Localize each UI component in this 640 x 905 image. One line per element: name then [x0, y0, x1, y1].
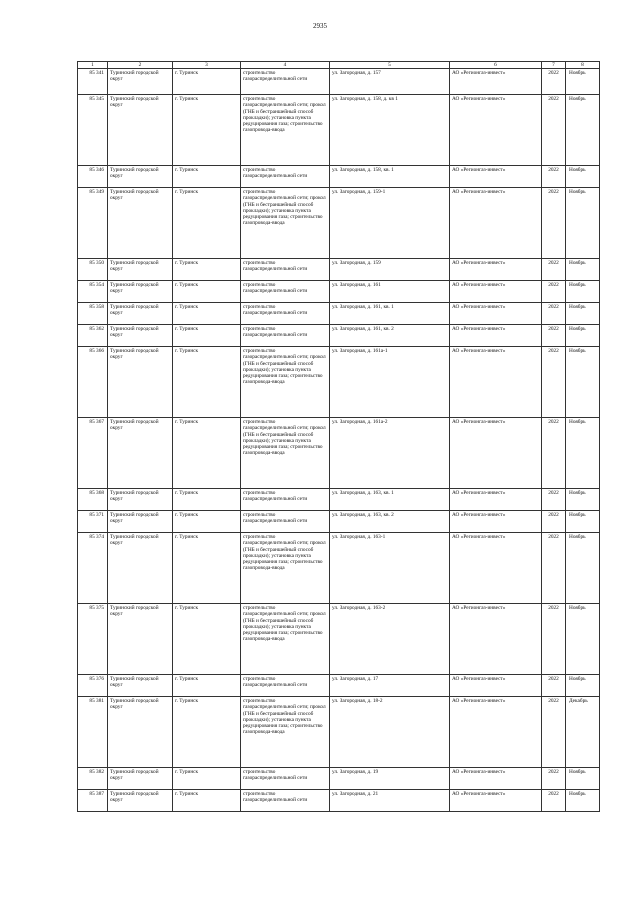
address-cell: ул. Загородная, д. 163, кв. 2: [330, 511, 450, 533]
month-cell: Ноябрь: [566, 418, 600, 489]
address-cell: ул. Загородная, д. 163-1: [330, 533, 450, 604]
row-id: 85 368: [78, 489, 108, 511]
year-cell: 2022: [542, 790, 566, 812]
city-cell: г. Туринск: [173, 533, 241, 604]
year-cell: 2022: [542, 511, 566, 533]
address-cell: ул. Загородная, д. 161а-1: [330, 347, 450, 418]
district-cell: Туринский городской округ: [108, 489, 173, 511]
district-cell: Туринский городской округ: [108, 790, 173, 812]
organization-cell: АО «Регионгаз-инвест»: [450, 95, 542, 166]
address-cell: ул. Загородная, д. 158, кв. 1: [330, 166, 450, 188]
month-cell: Ноябрь: [566, 95, 600, 166]
year-cell: 2022: [542, 533, 566, 604]
address-cell: ул. Загородная, д. 163, кв. 1: [330, 489, 450, 511]
city-cell: г. Туринск: [173, 697, 241, 768]
organization-cell: АО «Регионгаз-инвест»: [450, 325, 542, 347]
column-header: 4: [241, 62, 330, 69]
city-cell: г. Туринск: [173, 604, 241, 675]
organization-cell: АО «Регионгаз-инвест»: [450, 675, 542, 697]
organization-cell: АО «Регионгаз-инвест»: [450, 697, 542, 768]
work-type-cell: строительство газораспределительной сети; прокол (ГНБ и бестраншейный способ прокладки); установка пункта редуцирования газа; строительство газопровода-ввода: [241, 347, 330, 418]
organization-cell: АО «Регионгаз-инвест»: [450, 489, 542, 511]
city-cell: г. Туринск: [173, 303, 241, 325]
table-row: [78, 69, 600, 95]
address-cell: ул. Загородная, д. 161а-2: [330, 418, 450, 489]
month-cell: Ноябрь: [566, 533, 600, 604]
year-cell: 2022: [542, 604, 566, 675]
city-cell: г. Туринск: [173, 188, 241, 259]
address-cell: ул. Загородная, д. 163-2: [330, 604, 450, 675]
address-cell: ул. Загородная, д. 157: [330, 69, 450, 95]
table-row: [78, 768, 600, 790]
organization-cell: АО «Регионгаз-инвест»: [450, 790, 542, 812]
month-cell: Ноябрь: [566, 69, 600, 95]
district-cell: Туринский городской округ: [108, 697, 173, 768]
month-cell: Ноябрь: [566, 347, 600, 418]
row-id: 85 381: [78, 697, 108, 768]
year-cell: 2022: [542, 166, 566, 188]
year-cell: 2022: [542, 188, 566, 259]
row-id: 85 346: [78, 166, 108, 188]
year-cell: 2022: [542, 281, 566, 303]
month-cell: Ноябрь: [566, 188, 600, 259]
city-cell: г. Туринск: [173, 768, 241, 790]
district-cell: Туринский городской округ: [108, 259, 173, 281]
year-cell: 2022: [542, 768, 566, 790]
year-cell: 2022: [542, 697, 566, 768]
work-type-cell: строительство газораспределительной сети: [241, 325, 330, 347]
city-cell: г. Туринск: [173, 790, 241, 812]
table-row: [78, 489, 600, 511]
year-cell: 2022: [542, 418, 566, 489]
city-cell: г. Туринск: [173, 95, 241, 166]
organization-cell: АО «Регионгаз-инвест»: [450, 418, 542, 489]
organization-cell: АО «Регионгаз-инвест»: [450, 259, 542, 281]
address-cell: ул. Загородная, д. 17: [330, 675, 450, 697]
row-id: 85 345: [78, 95, 108, 166]
row-id: 85 382: [78, 768, 108, 790]
district-cell: Туринский городской округ: [108, 675, 173, 697]
work-type-cell: строительство газораспределительной сети: [241, 489, 330, 511]
organization-cell: АО «Регионгаз-инвест»: [450, 511, 542, 533]
table-row: [78, 281, 600, 303]
district-cell: Туринский городской округ: [108, 604, 173, 675]
page-number: 2935: [313, 22, 327, 30]
gasification-table: [77, 61, 600, 812]
work-type-cell: строительство газораспределительной сети: [241, 675, 330, 697]
district-cell: Туринский городской округ: [108, 166, 173, 188]
work-type-cell: строительство газораспределительной сети: [241, 303, 330, 325]
district-cell: Туринский городской округ: [108, 95, 173, 166]
work-type-cell: строительство газораспределительной сети: [241, 69, 330, 95]
year-cell: 2022: [542, 489, 566, 511]
column-header: 2: [108, 62, 173, 69]
month-cell: Ноябрь: [566, 511, 600, 533]
work-type-cell: строительство газораспределительной сети: [241, 281, 330, 303]
year-cell: 2022: [542, 95, 566, 166]
year-cell: 2022: [542, 675, 566, 697]
row-id: 85 375: [78, 604, 108, 675]
organization-cell: АО «Регионгаз-инвест»: [450, 166, 542, 188]
column-header: 7: [542, 62, 566, 69]
table-row: [78, 697, 600, 768]
city-cell: г. Туринск: [173, 325, 241, 347]
table-row: [78, 511, 600, 533]
table-row: [78, 790, 600, 812]
column-header: 1: [78, 62, 108, 69]
table-row: [78, 303, 600, 325]
month-cell: Ноябрь: [566, 768, 600, 790]
organization-cell: АО «Регионгаз-инвест»: [450, 281, 542, 303]
address-cell: ул. Загородная, д. 161, кв. 2: [330, 325, 450, 347]
header-row: [78, 62, 600, 69]
month-cell: Ноябрь: [566, 281, 600, 303]
table-row: [78, 604, 600, 675]
organization-cell: АО «Регионгаз-инвест»: [450, 768, 542, 790]
month-cell: Ноябрь: [566, 675, 600, 697]
work-type-cell: строительство газораспределительной сети; прокол (ГНБ и бестраншейный способ прокладки); установка пункта редуцирования газа; строительство газопровода-ввода: [241, 533, 330, 604]
city-cell: г. Туринск: [173, 418, 241, 489]
district-cell: Туринский городской округ: [108, 533, 173, 604]
work-type-cell: строительство газораспределительной сети: [241, 511, 330, 533]
address-cell: ул. Загородная, д. 21: [330, 790, 450, 812]
organization-cell: АО «Регионгаз-инвест»: [450, 347, 542, 418]
month-cell: Ноябрь: [566, 259, 600, 281]
work-type-cell: строительство газораспределительной сети: [241, 259, 330, 281]
table-row: [78, 259, 600, 281]
row-id: 85 387: [78, 790, 108, 812]
organization-cell: АО «Регионгаз-инвест»: [450, 604, 542, 675]
month-cell: Ноябрь: [566, 489, 600, 511]
table-row: [78, 166, 600, 188]
work-type-cell: строительство газораспределительной сети: [241, 768, 330, 790]
column-header: 5: [330, 62, 450, 69]
district-cell: Туринский городской округ: [108, 511, 173, 533]
city-cell: г. Туринск: [173, 347, 241, 418]
month-cell: Декабрь: [566, 697, 600, 768]
district-cell: Туринский городской округ: [108, 347, 173, 418]
table-row: [78, 418, 600, 489]
work-type-cell: строительство газораспределительной сети: [241, 790, 330, 812]
row-id: 85 341: [78, 69, 108, 95]
district-cell: Туринский городской округ: [108, 768, 173, 790]
year-cell: 2022: [542, 303, 566, 325]
address-cell: ул. Загородная, д. 159: [330, 259, 450, 281]
month-cell: Ноябрь: [566, 303, 600, 325]
row-id: 85 366: [78, 347, 108, 418]
address-cell: ул. Загородная, д. 159-1: [330, 188, 450, 259]
city-cell: г. Туринск: [173, 259, 241, 281]
city-cell: г. Туринск: [173, 675, 241, 697]
work-type-cell: строительство газораспределительной сети; прокол (ГНБ и бестраншейный способ прокладки); установка пункта редуцирования газа; строительство газопровода-ввода: [241, 418, 330, 489]
row-id: 85 358: [78, 303, 108, 325]
year-cell: 2022: [542, 325, 566, 347]
row-id: 85 349: [78, 188, 108, 259]
table-row: [78, 325, 600, 347]
organization-cell: АО «Регионгаз-инвест»: [450, 188, 542, 259]
address-cell: ул. Загородная, д. 18-2: [330, 697, 450, 768]
row-id: 85 362: [78, 325, 108, 347]
month-cell: Ноябрь: [566, 604, 600, 675]
organization-cell: АО «Регионгаз-инвест»: [450, 533, 542, 604]
year-cell: 2022: [542, 69, 566, 95]
work-type-cell: строительство газораспределительной сети; прокол (ГНБ и бестраншейный способ прокладки); установка пункта редуцирования газа; строительство газопровода-ввода: [241, 188, 330, 259]
row-id: 85 367: [78, 418, 108, 489]
address-cell: ул. Загородная, д. 158, д. кв 1: [330, 95, 450, 166]
table-row: [78, 533, 600, 604]
city-cell: г. Туринск: [173, 69, 241, 95]
district-cell: Туринский городской округ: [108, 281, 173, 303]
work-type-cell: строительство газораспределительной сети; прокол (ГНБ и бестраншейный способ прокладки); установка пункта редуцирования газа; строительство газопровода-ввода: [241, 95, 330, 166]
district-cell: Туринский городской округ: [108, 325, 173, 347]
row-id: 85 371: [78, 511, 108, 533]
district-cell: Туринский городской округ: [108, 418, 173, 489]
table-row: [78, 95, 600, 166]
column-header: 8: [566, 62, 600, 69]
year-cell: 2022: [542, 347, 566, 418]
work-type-cell: строительство газораспределительной сети; прокол (ГНБ и бестраншейный способ прокладки); установка пункта редуцирования газа; строительство газопровода-ввода: [241, 697, 330, 768]
district-cell: Туринский городской округ: [108, 188, 173, 259]
table-row: [78, 675, 600, 697]
column-header: 6: [450, 62, 542, 69]
month-cell: Ноябрь: [566, 166, 600, 188]
row-id: 85 376: [78, 675, 108, 697]
work-type-cell: строительство газораспределительной сети; прокол (ГНБ и бестраншейный способ прокладки); установка пункта редуцирования газа; строительство газопровода-ввода: [241, 604, 330, 675]
city-cell: г. Туринск: [173, 166, 241, 188]
row-id: 85 354: [78, 281, 108, 303]
column-header: 3: [173, 62, 241, 69]
city-cell: г. Туринск: [173, 489, 241, 511]
organization-cell: АО «Регионгаз-инвест»: [450, 303, 542, 325]
address-cell: ул. Загородная, д. 19: [330, 768, 450, 790]
year-cell: 2022: [542, 259, 566, 281]
organization-cell: АО «Регионгаз-инвест»: [450, 69, 542, 95]
table-row: [78, 188, 600, 259]
district-cell: Туринский городской округ: [108, 69, 173, 95]
month-cell: Ноябрь: [566, 790, 600, 812]
address-cell: ул. Загородная, д. 161, кв. 1: [330, 303, 450, 325]
row-id: 85 374: [78, 533, 108, 604]
district-cell: Туринский городской округ: [108, 303, 173, 325]
month-cell: Ноябрь: [566, 325, 600, 347]
work-type-cell: строительство газораспределительной сети: [241, 166, 330, 188]
table-row: [78, 347, 600, 418]
city-cell: г. Туринск: [173, 511, 241, 533]
row-id: 85 350: [78, 259, 108, 281]
address-cell: ул. Загородная, д. 161: [330, 281, 450, 303]
city-cell: г. Туринск: [173, 281, 241, 303]
